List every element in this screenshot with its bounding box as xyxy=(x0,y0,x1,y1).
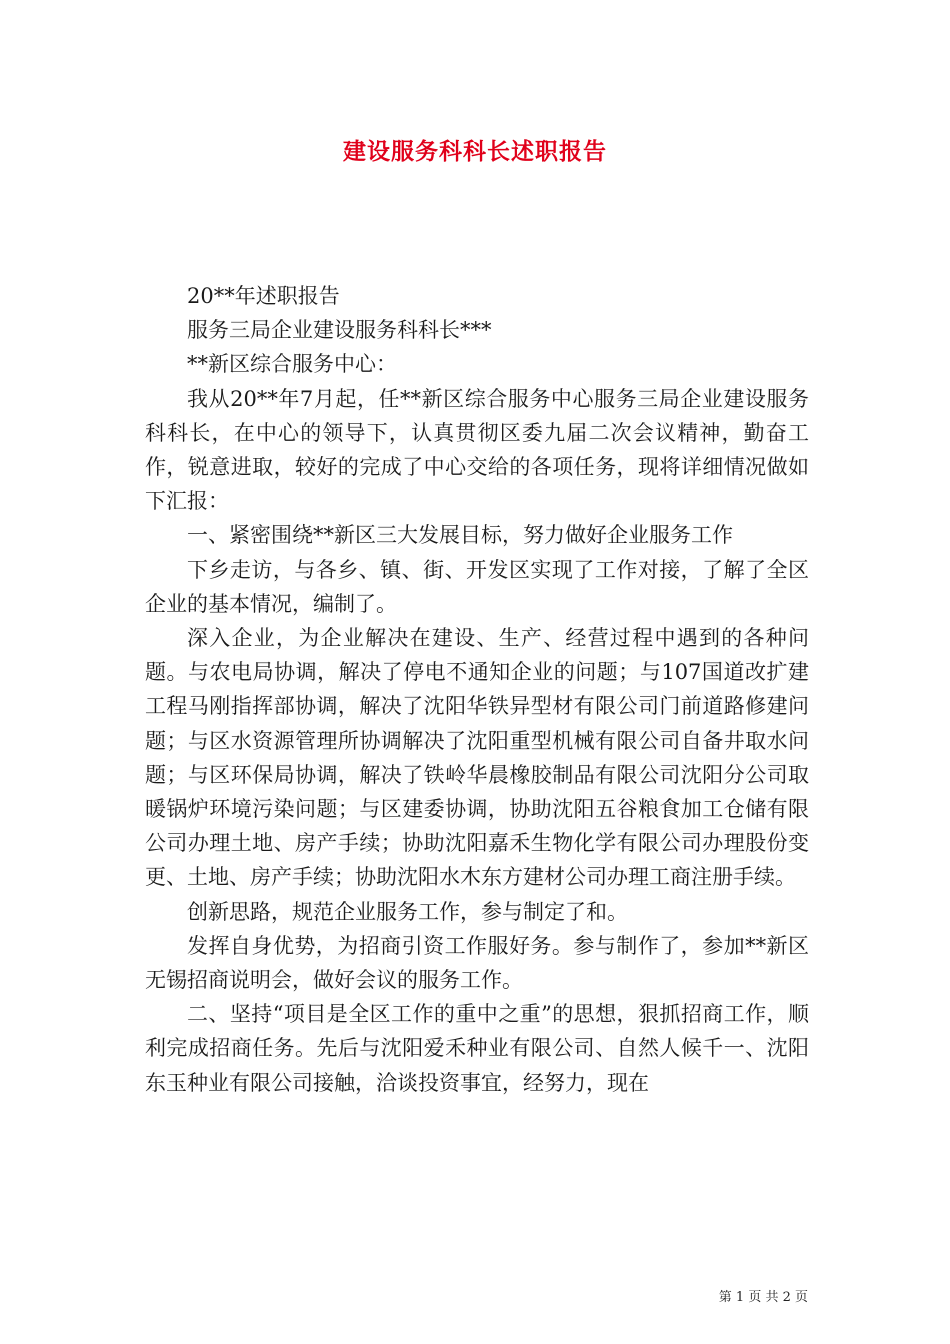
paragraph-author: 服务三局企业建设服务科科长*** xyxy=(187,318,492,343)
paragraph-innovation: 创新思路，规范企业服务工作，参与制定了和。 xyxy=(187,899,628,924)
paragraph-enterprise-issues: 深入企业，为企业解决在建设、生产、经营过程中遇到的各种问题。与农电局协调，解决了停电不通知企业的问题；与107国道改扩建工程马刚指挥部协调，解决了沈阳华铁异型材有限公司门前道路修建问题；与区水资源管理所协调解决了沈阳重型机械有限公司自备井取水问题；与区环保局协调，解决了铁岭华晨橡胶制品有限公司沈阳分公司取暖锅炉环境污染问题；与区建委协调，协助沈阳五谷粮食加工仓储有限公司办理土地、房产手续；协助沈阳嘉禾生物化学有限公司办理股份变更、土地、房产手续；协助沈阳水木东方建材公司办理工商注册手续。 xyxy=(145,626,809,890)
paragraph-salutation: **新区综合服务中心： xyxy=(187,352,397,377)
paragraph-report-year: 20**年述职报告 xyxy=(187,284,340,308)
page-number: 第 1 页 共 2 页 xyxy=(718,1290,808,1305)
paragraph-section-two: 二、坚持“项目是全区工作的重中之重”的思想，狠抓招商工作，顺利完成招商任务。先后与沈阳爱禾种业有限公司、自然人候千一、沈阳东玉种业有限公司接触，洽谈投资事宜，经努力，现在 xyxy=(145,1002,809,1095)
document-body xyxy=(145,279,809,1100)
document-title: 建设服务科科长述职报告 xyxy=(343,138,607,165)
paragraph-intro: 我从20**年7月起，任**新区综合服务中心服务三局企业建设服务科科长，在中心的领导下，认真贯彻区委九届二次会议精神，勤奋工作，锐意进取，较好的完成了中心交给的各项任务，现将详细情况做如下汇报： xyxy=(145,386,809,514)
paragraph-visits: 下乡走访，与各乡、镇、街、开发区实现了工作对接，了解了全区企业的基本情况，编制了。 xyxy=(145,557,809,616)
paragraph-section-one-heading: 一、紧密围绕**新区三大发展目标，努力做好企业服务工作 xyxy=(187,523,733,548)
paragraph-investment-service: 发挥自身优势，为招商引资工作服好务。参与制作了，参加**新区无锡招商说明会，做好会议的服务工作。 xyxy=(145,933,809,993)
